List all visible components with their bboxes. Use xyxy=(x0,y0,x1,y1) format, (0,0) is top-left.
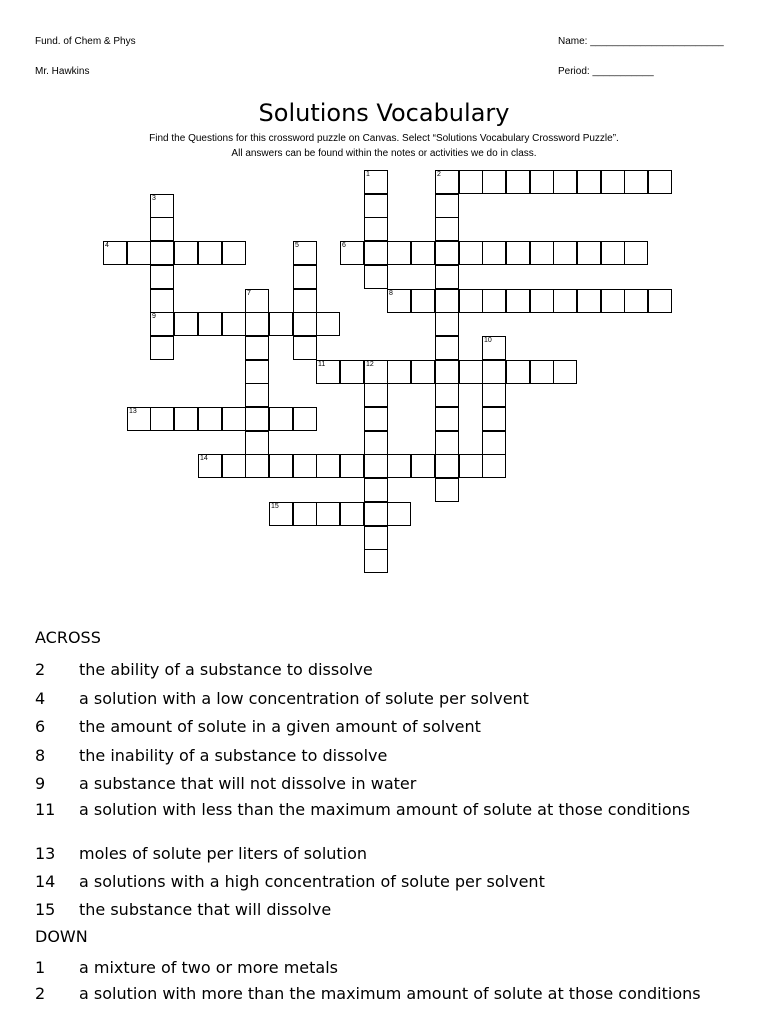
grid-cell[interactable] xyxy=(482,360,506,384)
clue-text: the substance that will dissolve xyxy=(79,900,332,919)
grid-cell[interactable] xyxy=(624,241,648,265)
grid-cell[interactable] xyxy=(364,360,388,384)
grid-cell[interactable] xyxy=(482,431,506,455)
instructions-line-1: Find the Questions for this crossword puzzle on Canvas. Select “Solutions Vocabulary Crossword Puzzle”. xyxy=(149,133,619,144)
down-heading: DOWN xyxy=(35,927,88,946)
grid-cell[interactable] xyxy=(577,241,601,265)
clue-number-label: 5 xyxy=(295,242,299,249)
grid-cell[interactable] xyxy=(459,241,483,265)
grid-cell[interactable] xyxy=(435,194,459,218)
grid-cell[interactable] xyxy=(482,336,506,360)
grid-cell[interactable] xyxy=(577,170,601,194)
grid-cell[interactable] xyxy=(364,170,388,194)
grid-cell[interactable] xyxy=(127,407,151,431)
grid-cell[interactable] xyxy=(150,217,174,241)
grid-cell[interactable] xyxy=(577,289,601,313)
clue-number-label: 4 xyxy=(105,242,109,249)
grid-cell[interactable] xyxy=(435,170,459,194)
across-heading: ACROSS xyxy=(35,628,101,647)
grid-cell[interactable] xyxy=(411,289,435,313)
grid-cell[interactable] xyxy=(482,407,506,431)
grid-cell[interactable] xyxy=(506,241,530,265)
clue-text: a mixture of two or more metals xyxy=(79,958,338,977)
clue-text: the ability of a substance to dissolve xyxy=(79,660,373,679)
grid-cell[interactable] xyxy=(459,360,483,384)
grid-cell[interactable] xyxy=(459,454,483,478)
grid-cell[interactable] xyxy=(340,502,364,526)
grid-cell[interactable] xyxy=(245,383,269,407)
grid-cell[interactable] xyxy=(269,312,293,336)
grid-cell[interactable] xyxy=(530,360,554,384)
clue-number: 9 xyxy=(35,774,46,793)
grid-cell[interactable] xyxy=(293,241,317,265)
grid-cell[interactable] xyxy=(482,454,506,478)
period-field-label: Period: ___________ xyxy=(558,66,654,77)
grid-cell[interactable] xyxy=(269,454,293,478)
grid-cell[interactable] xyxy=(364,431,388,455)
across-clue xyxy=(35,872,735,892)
grid-cell[interactable] xyxy=(482,383,506,407)
clue-number: 4 xyxy=(35,689,46,708)
grid-cell[interactable] xyxy=(245,407,269,431)
grid-cell[interactable] xyxy=(553,289,577,313)
down-clue xyxy=(35,984,735,1004)
grid-cell[interactable] xyxy=(435,407,459,431)
grid-cell[interactable] xyxy=(648,170,672,194)
grid-cell[interactable] xyxy=(364,241,388,265)
grid-cell[interactable] xyxy=(293,312,317,336)
grid-cell[interactable] xyxy=(174,407,198,431)
grid-cell[interactable] xyxy=(198,241,222,265)
grid-cell[interactable] xyxy=(222,454,246,478)
clue-number-label: 14 xyxy=(200,455,208,462)
grid-cell[interactable] xyxy=(150,265,174,289)
course-name: Fund. of Chem & Phys xyxy=(35,36,136,47)
grid-cell[interactable] xyxy=(387,241,411,265)
grid-cell[interactable] xyxy=(435,312,459,336)
clue-number: 15 xyxy=(35,900,56,919)
clue-text: a substance that will not dissolve in water xyxy=(79,774,417,793)
grid-cell[interactable] xyxy=(245,360,269,384)
grid-cell[interactable] xyxy=(198,312,222,336)
clue-text: a solution with a low concentration of solute per solvent xyxy=(79,689,529,708)
grid-cell[interactable] xyxy=(387,454,411,478)
clue-number-label: 15 xyxy=(271,503,279,510)
clue-text: the amount of solute in a given amount of solvent xyxy=(79,717,481,736)
grid-cell[interactable] xyxy=(601,241,625,265)
grid-cell[interactable] xyxy=(553,170,577,194)
clue-number-label: 9 xyxy=(152,313,156,320)
across-clue xyxy=(35,689,735,709)
grid-cell[interactable] xyxy=(411,360,435,384)
grid-cell[interactable] xyxy=(624,289,648,313)
grid-cell[interactable] xyxy=(174,312,198,336)
grid-cell[interactable] xyxy=(364,478,388,502)
across-clue xyxy=(35,660,735,680)
clue-number-label: 1 xyxy=(366,171,370,178)
grid-cell[interactable] xyxy=(435,217,459,241)
grid-cell[interactable] xyxy=(222,241,246,265)
grid-cell[interactable] xyxy=(411,454,435,478)
grid-cell[interactable] xyxy=(387,360,411,384)
grid-cell[interactable] xyxy=(435,241,459,265)
grid-cell[interactable] xyxy=(435,265,459,289)
grid-cell[interactable] xyxy=(150,194,174,218)
across-clue xyxy=(35,900,735,920)
grid-cell[interactable] xyxy=(150,241,174,265)
grid-cell[interactable] xyxy=(293,336,317,360)
grid-cell[interactable] xyxy=(222,407,246,431)
grid-cell[interactable] xyxy=(387,289,411,313)
clue-text: a solution with more than the maximum amount of solute at those conditions xyxy=(79,984,701,1003)
grid-cell[interactable] xyxy=(364,217,388,241)
grid-cell[interactable] xyxy=(340,360,364,384)
grid-cell[interactable] xyxy=(530,170,554,194)
grid-cell[interactable] xyxy=(530,241,554,265)
grid-cell[interactable] xyxy=(316,360,340,384)
grid-cell[interactable] xyxy=(482,289,506,313)
grid-cell[interactable] xyxy=(387,502,411,526)
grid-cell[interactable] xyxy=(553,360,577,384)
across-clue xyxy=(35,800,735,820)
grid-cell[interactable] xyxy=(482,241,506,265)
grid-cell[interactable] xyxy=(127,241,151,265)
grid-cell[interactable] xyxy=(459,289,483,313)
grid-cell[interactable] xyxy=(316,312,340,336)
grid-cell[interactable] xyxy=(103,241,127,265)
grid-cell[interactable] xyxy=(601,170,625,194)
grid-cell[interactable] xyxy=(150,407,174,431)
grid-cell[interactable] xyxy=(150,312,174,336)
clue-text: moles of solute per liters of solution xyxy=(79,844,368,863)
clue-number: 2 xyxy=(35,984,46,1003)
grid-cell[interactable] xyxy=(435,478,459,502)
grid-cell[interactable] xyxy=(506,170,530,194)
clue-number-label: 3 xyxy=(152,195,156,202)
grid-cell[interactable] xyxy=(506,289,530,313)
grid-cell[interactable] xyxy=(293,454,317,478)
grid-cell[interactable] xyxy=(245,431,269,455)
across-clue xyxy=(35,746,735,766)
clue-text: the inability of a substance to dissolve xyxy=(79,746,388,765)
grid-cell[interactable] xyxy=(222,312,246,336)
grid-cell[interactable] xyxy=(245,336,269,360)
grid-cell[interactable] xyxy=(435,431,459,455)
grid-cell[interactable] xyxy=(269,502,293,526)
grid-cell[interactable] xyxy=(293,289,317,313)
clue-text: a solution with less than the maximum amount of solute at those conditions xyxy=(79,800,691,819)
grid-cell[interactable] xyxy=(364,454,388,478)
grid-cell[interactable] xyxy=(364,265,388,289)
across-clue xyxy=(35,717,735,737)
grid-cell[interactable] xyxy=(482,170,506,194)
grid-cell[interactable] xyxy=(530,289,554,313)
grid-cell[interactable] xyxy=(340,454,364,478)
grid-cell[interactable] xyxy=(174,241,198,265)
clue-number-label: 10 xyxy=(484,337,492,344)
clue-number-label: 8 xyxy=(389,290,393,297)
grid-cell[interactable] xyxy=(364,383,388,407)
grid-cell[interactable] xyxy=(293,407,317,431)
grid-cell[interactable] xyxy=(435,289,459,313)
grid-cell[interactable] xyxy=(364,194,388,218)
grid-cell[interactable] xyxy=(316,454,340,478)
down-clue xyxy=(35,958,735,978)
grid-cell[interactable] xyxy=(293,502,317,526)
grid-cell[interactable] xyxy=(245,454,269,478)
grid-cell[interactable] xyxy=(411,241,435,265)
grid-cell[interactable] xyxy=(340,241,364,265)
grid-cell[interactable] xyxy=(435,336,459,360)
clue-text: a solutions with a high concentration of solute per solvent xyxy=(79,872,545,891)
grid-cell[interactable] xyxy=(245,312,269,336)
clue-number-label: 12 xyxy=(366,361,374,368)
grid-cell[interactable] xyxy=(316,502,340,526)
instructions-line-2: All answers can be found within the notes or activities we do in class. xyxy=(231,148,537,159)
grid-cell[interactable] xyxy=(364,549,388,573)
clue-number-label: 6 xyxy=(342,242,346,249)
clue-number: 11 xyxy=(35,800,56,819)
clue-number: 6 xyxy=(35,717,46,736)
grid-cell[interactable] xyxy=(624,170,648,194)
grid-cell[interactable] xyxy=(601,289,625,313)
grid-cell[interactable] xyxy=(435,360,459,384)
grid-cell[interactable] xyxy=(506,360,530,384)
clue-number: 13 xyxy=(35,844,56,863)
grid-cell[interactable] xyxy=(364,502,388,526)
grid-cell[interactable] xyxy=(459,170,483,194)
teacher-name: Mr. Hawkins xyxy=(35,66,90,77)
grid-cell[interactable] xyxy=(198,407,222,431)
page-title: Solutions Vocabulary xyxy=(258,99,510,127)
across-clue xyxy=(35,844,735,864)
grid-cell[interactable] xyxy=(435,454,459,478)
grid-cell[interactable] xyxy=(435,383,459,407)
grid-cell[interactable] xyxy=(648,289,672,313)
clue-number: 8 xyxy=(35,746,46,765)
clue-number: 2 xyxy=(35,660,46,679)
grid-cell[interactable] xyxy=(198,454,222,478)
name-field-label: Name: ________________________ xyxy=(558,36,724,47)
clue-number: 1 xyxy=(35,958,46,977)
grid-cell[interactable] xyxy=(364,526,388,550)
grid-cell[interactable] xyxy=(150,289,174,313)
across-clue xyxy=(35,774,735,794)
grid-cell[interactable] xyxy=(269,407,293,431)
clue-number-label: 2 xyxy=(437,171,441,178)
clue-number: 14 xyxy=(35,872,56,891)
grid-cell[interactable] xyxy=(150,336,174,360)
grid-cell[interactable] xyxy=(293,265,317,289)
clue-number-label: 7 xyxy=(247,290,251,297)
clue-number-label: 11 xyxy=(318,361,326,368)
clue-number-label: 13 xyxy=(129,408,137,415)
grid-cell[interactable] xyxy=(553,241,577,265)
grid-cell[interactable] xyxy=(245,289,269,313)
grid-cell[interactable] xyxy=(364,407,388,431)
